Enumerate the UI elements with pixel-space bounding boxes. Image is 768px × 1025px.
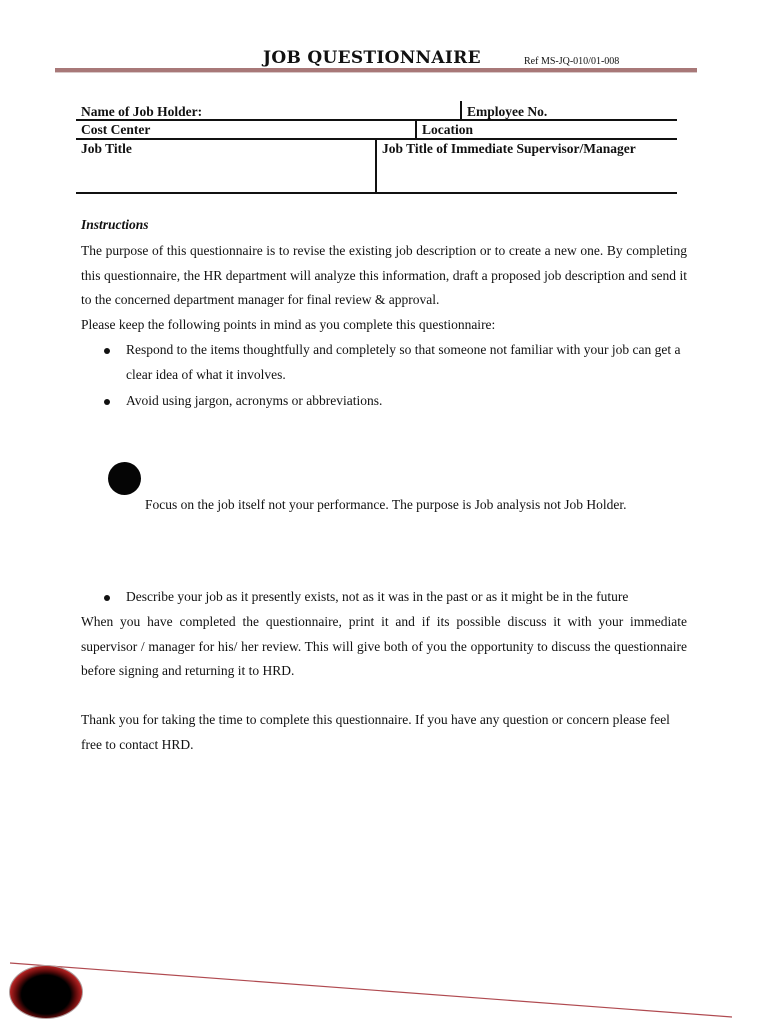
- footer-divider: [0, 955, 768, 1025]
- table-divider: [415, 119, 417, 138]
- completion-note: When you have completed the questionnaire, print it and if its possible discuss it with your immediate supervisor / manager for his/ her review. This will give both of you the opportunity to discuss the questionnaire before signing and returning it to HRD.: [81, 614, 687, 678]
- header-divider: [55, 68, 697, 73]
- list-item: [81, 389, 687, 414]
- supervisor-job-title-field[interactable]: Job Title of Immediate Supervisor/Manager: [382, 141, 636, 156]
- employee-number-field[interactable]: Employee No.: [467, 104, 548, 119]
- keep-in-mind-text: Please keep the following points in mind as you complete this questionnaire:: [81, 317, 496, 332]
- list-item-text: Respond to the items thoughtfully and completely so that someone not familiar with your job can get a clear idea of what it involves.: [126, 342, 681, 382]
- list-item-text: Avoid using jargon, acronyms or abbreviations.: [126, 393, 383, 408]
- bullet-icon: [104, 399, 110, 405]
- thank-you-note: Thank you for taking the time to complete this questionnaire. If you have any question or concern please feel free to contact HRD.: [81, 712, 670, 752]
- list-item: [81, 338, 687, 387]
- large-bullet-icon: [108, 462, 141, 495]
- instruction-points-list: [81, 338, 687, 414]
- focus-point-text: Focus on the job itself not your performance. The purpose is Job analysis not Job Holder.: [145, 497, 627, 512]
- job-holder-info-table: [76, 101, 677, 194]
- instructions-intro: The purpose of this questionnaire is to revise the existing job description or to create a new one. By completing this questionnaire, the HR department will analyze this information, draft a proposed job description and send it to the concerned department manager for final review & approval.: [81, 243, 687, 307]
- table-divider: [460, 101, 462, 119]
- bullet-icon: [104, 595, 110, 601]
- company-logo: [9, 965, 83, 1019]
- list-item-text: Describe your job as it presently exists, not as it was in the past or as it might be in the future: [126, 589, 629, 604]
- describe-point-list: [81, 585, 687, 610]
- job-title-field[interactable]: Job Title: [81, 141, 132, 156]
- location-field[interactable]: Location: [422, 122, 474, 137]
- page-title: JOB QUESTIONNAIRE: [263, 48, 481, 68]
- name-of-job-holder-field[interactable]: Name of Job Holder:: [81, 104, 203, 119]
- reference-number: Ref MS-JQ-010/01-008: [524, 56, 620, 67]
- bullet-icon: [104, 348, 110, 354]
- list-item: [81, 585, 687, 610]
- instructions-heading: Instructions: [81, 217, 149, 232]
- table-divider: [375, 138, 377, 193]
- cost-center-field[interactable]: Cost Center: [81, 122, 151, 137]
